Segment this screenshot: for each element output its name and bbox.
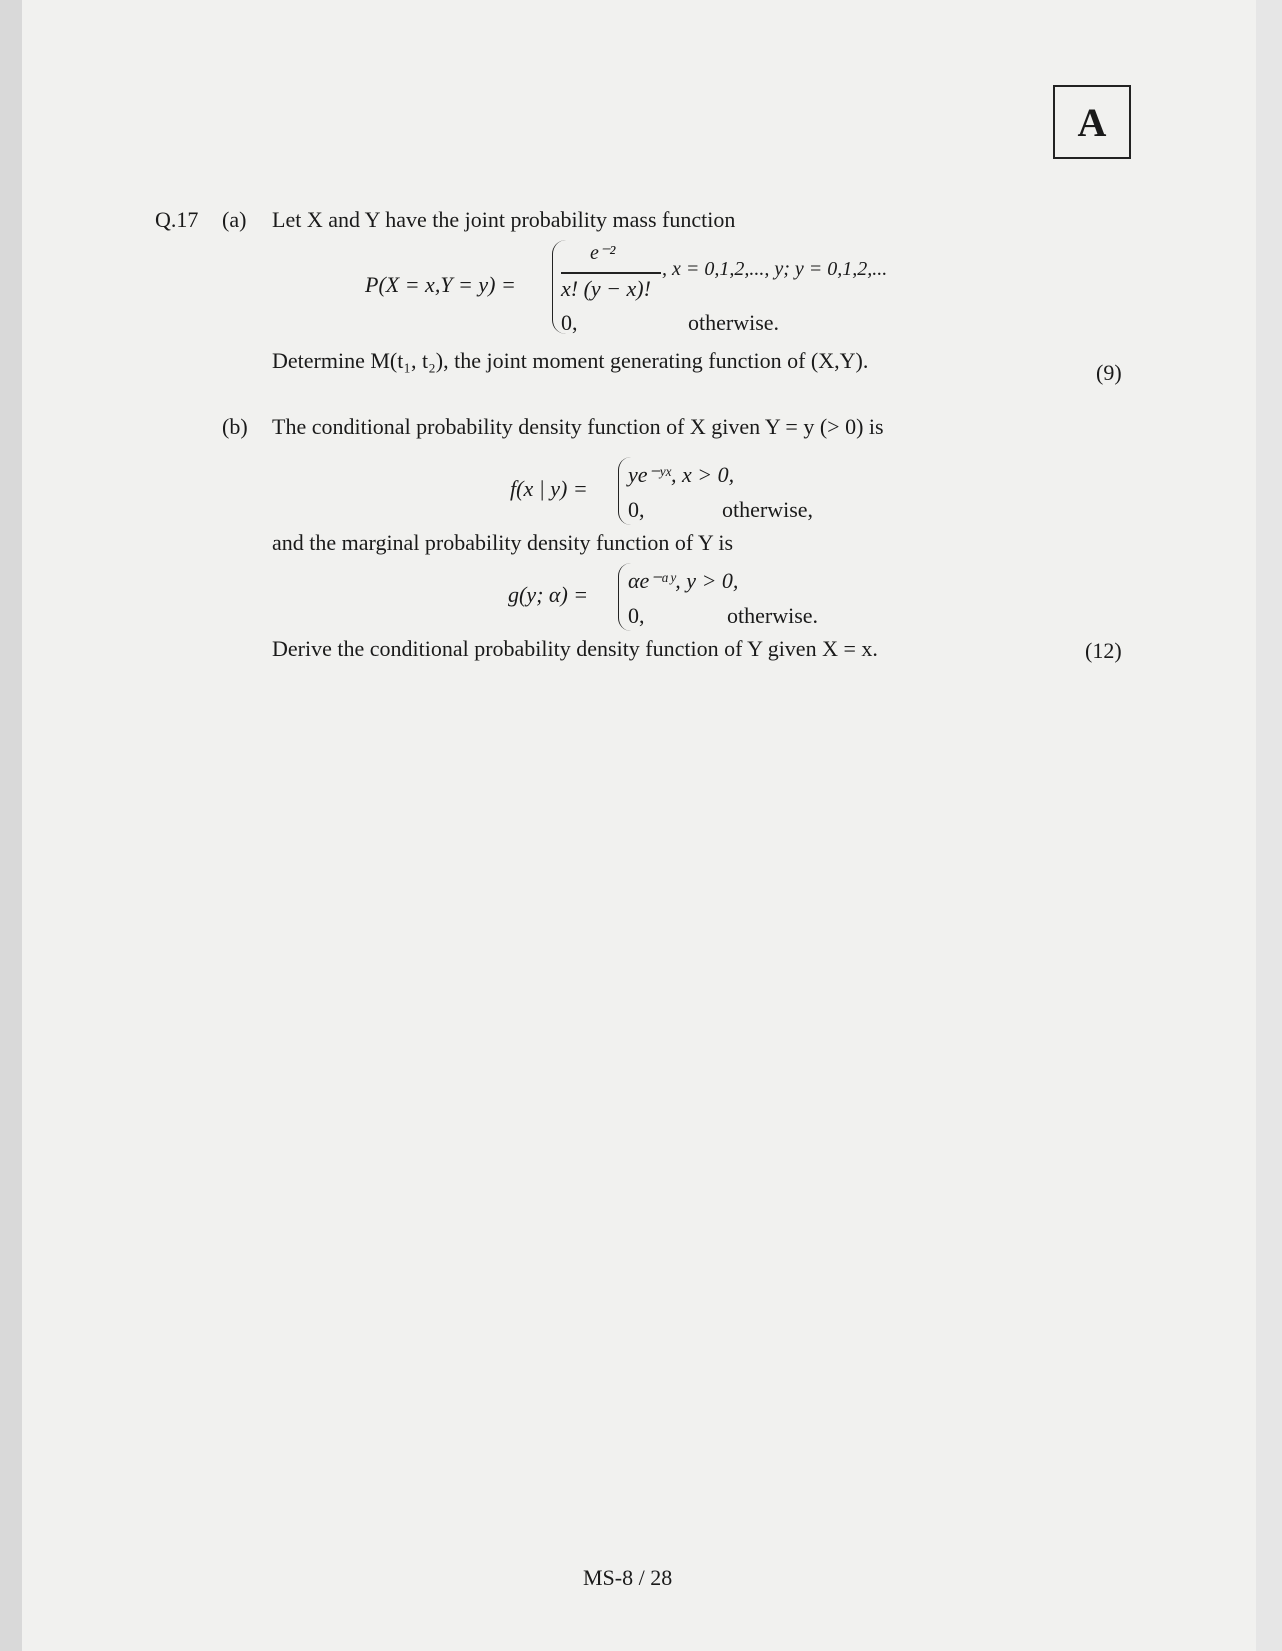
part-b-label: (b) — [222, 414, 248, 439]
part-a-marks: (9) — [1096, 360, 1122, 385]
marginal-pdf-case2-value: 0, — [628, 603, 645, 628]
part-b-marks: (12) — [1085, 638, 1122, 663]
conditional-pdf-lhs: f(x | y) = — [510, 476, 588, 501]
paper-code-box: A — [1053, 85, 1131, 159]
question-number: Q.17 — [155, 207, 199, 232]
conditional-pdf-case2-value: 0, — [628, 497, 645, 522]
part-b-task: Derive the conditional probability density function of Y given X = x. — [272, 636, 878, 661]
page-footer: MS-8 / 28 — [583, 1565, 673, 1590]
pmf-lhs: P(X = x,Y = y) = — [365, 272, 516, 297]
pmf-case1-condition: , x = 0,1,2,..., y; y = 0,1,2,... — [662, 258, 888, 280]
part-b-intro: The conditional probability density function of X given Y = y (> 0) is — [272, 414, 884, 439]
pmf-numerator: e⁻² — [590, 242, 616, 264]
marginal-pdf-case1: αe⁻ᵅʸ, y > 0, — [628, 568, 739, 593]
marginal-intro: and the marginal probability density function of Y is — [272, 530, 734, 555]
pmf-fraction-bar — [561, 272, 661, 274]
pmf-denominator: x! (y − x)! — [561, 276, 651, 301]
marginal-pdf-case2-condition: otherwise. — [727, 603, 819, 628]
pmf-case2-condition: otherwise. — [688, 310, 780, 335]
page-edge — [1256, 0, 1282, 1651]
marginal-pdf-lhs: g(y; α) = — [508, 582, 589, 607]
part-a-label: (a) — [222, 207, 247, 232]
conditional-pdf-case2-condition: otherwise, — [722, 497, 814, 522]
exam-page — [22, 0, 1258, 1651]
conditional-pdf-case1: ye⁻ʸˣ, x > 0, — [628, 462, 735, 487]
pmf-case2-value: 0, — [561, 310, 578, 335]
part-a-intro: Let X and Y have the joint probability mass function — [272, 207, 736, 232]
part-a-task: Determine M(t₁, t₂), the joint moment generating function of (X,Y). — [272, 348, 869, 373]
